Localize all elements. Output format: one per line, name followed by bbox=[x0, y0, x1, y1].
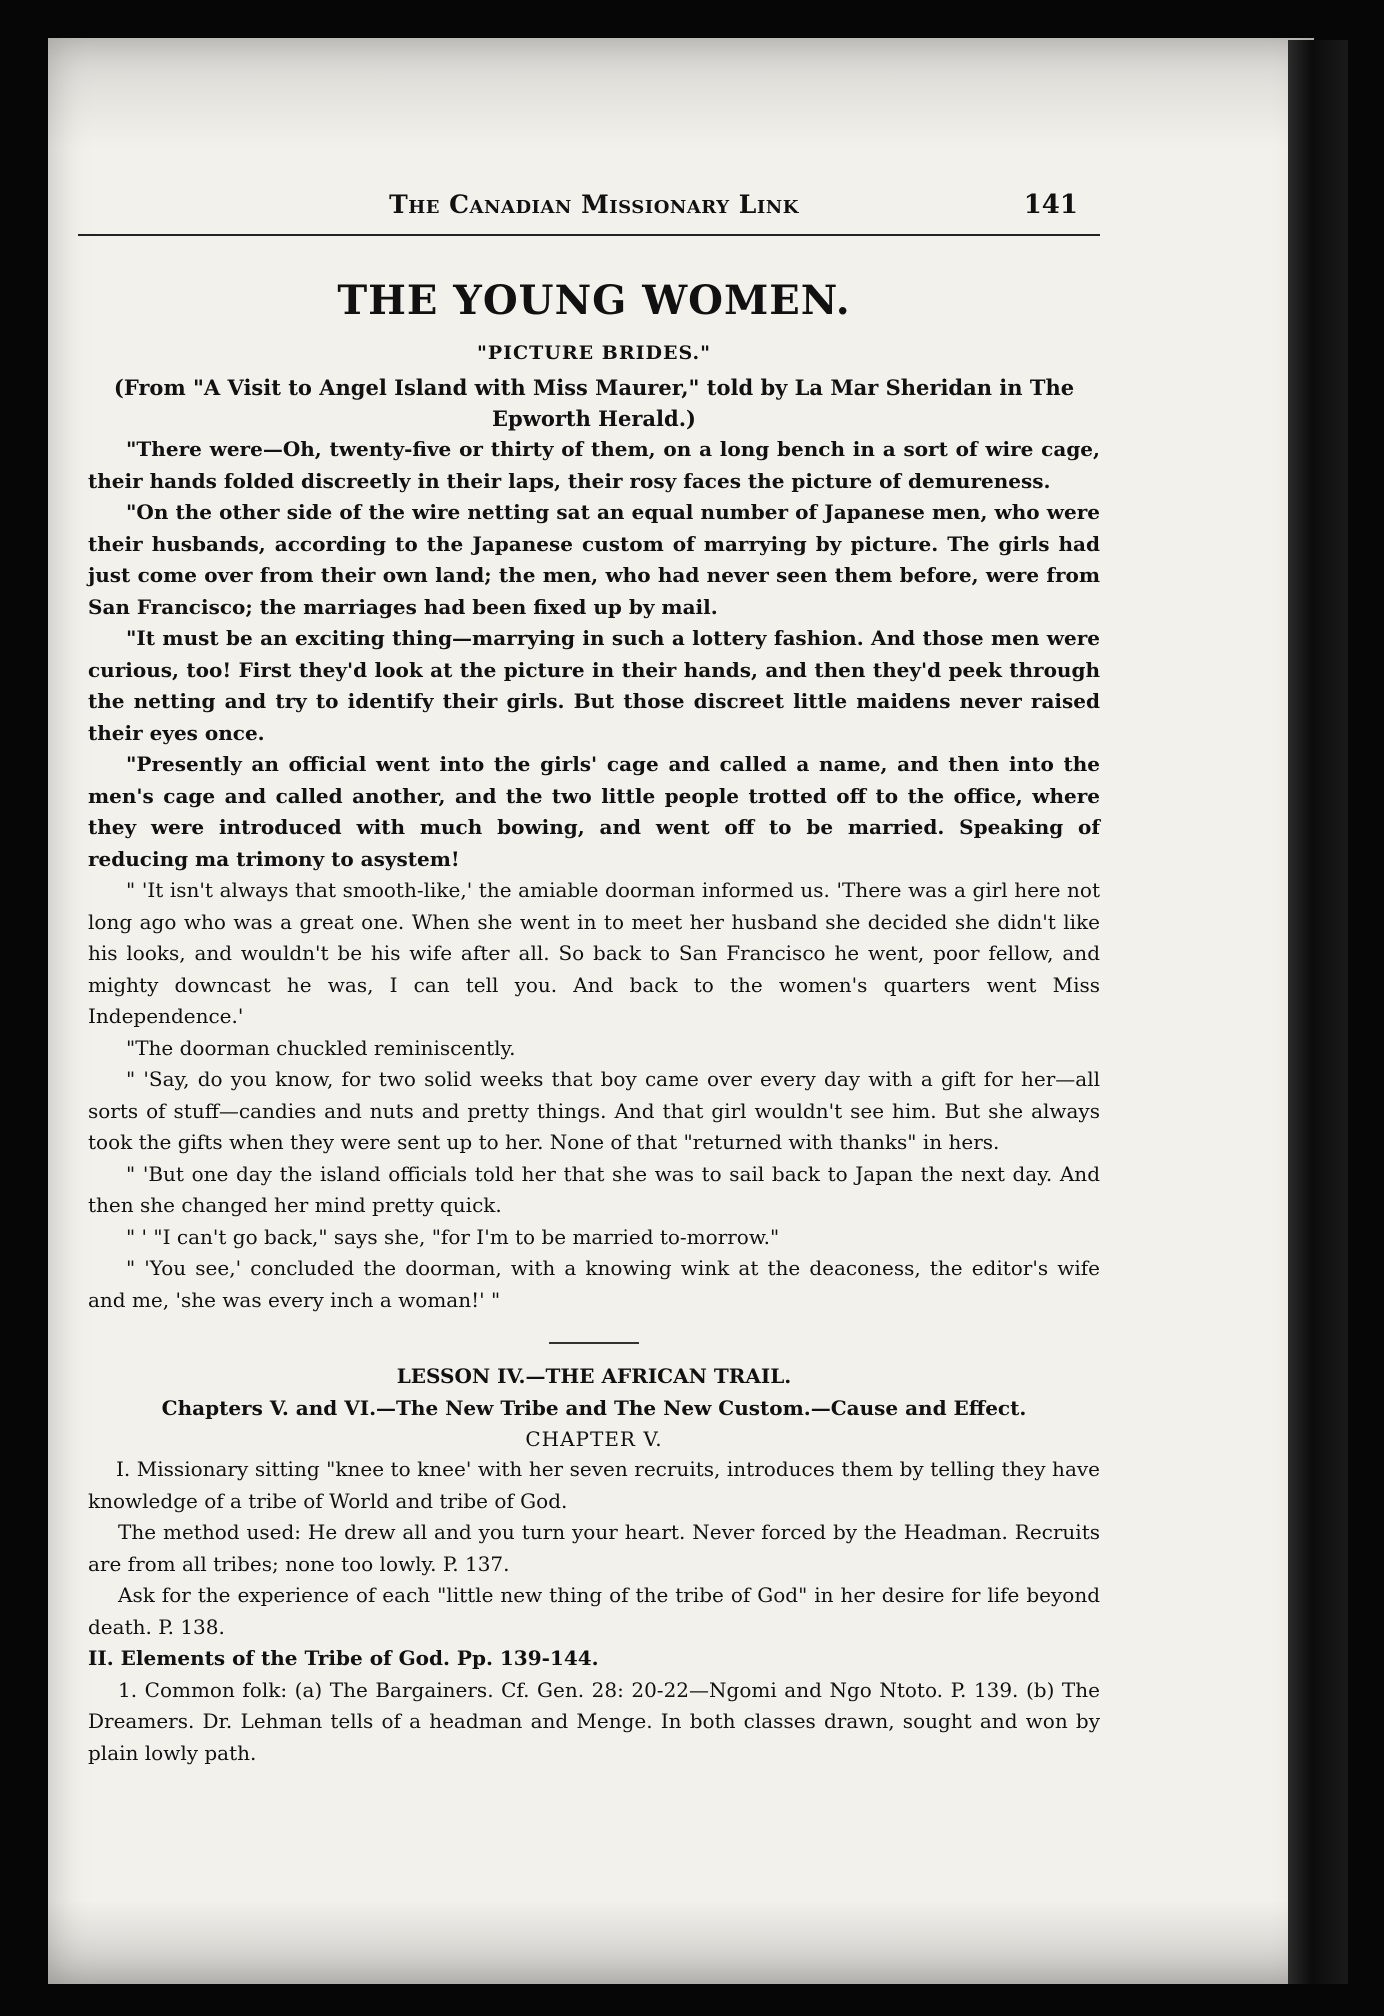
article-subtitle: "PICTURE BRIDES." bbox=[476, 342, 712, 364]
article-paragraph: "Presently an official went into the girls' cage and called a name, and then into the men's cage and called another, and the two little people trotted off to the office, where they were introduced with much bowing, and went off to be married. Speaking of reducing ma trimony to asystem! bbox=[88, 752, 1100, 871]
running-title: The Canadian Missionary Link bbox=[389, 190, 799, 219]
lesson-item: I. Missionary sitting "knee to knee' with her seven recruits, introduces them by telling they have knowledge of a tribe of World and tribe of God. bbox=[88, 1457, 1100, 1513]
article-paragraph: "It must be an exciting thing—marrying in such a lottery fashion. And those men were curious, too! First they'd look at the picture in their hands, and then they'd peek through the netting and try to identify their girls. But those discreet little maidens never raised their eyes once. bbox=[88, 626, 1100, 745]
page-top-shadow bbox=[48, 38, 1314, 148]
book-spine-edge bbox=[1288, 40, 1348, 1984]
lesson-item: Ask for the experience of each "little new thing of the tribe of God" in her desire for life beyond death. P. 138. bbox=[88, 1583, 1100, 1639]
lesson-item: 1. Common folk: (a) The Bargainers. Cf. Gen. 28: 20-22—Ngomi and Ngo Ntoto. P. 139. (b) The Dreamers. Dr. Lehman tells of a headman and Menge. In both classes drawn, sought and won by plain lowly path. bbox=[88, 1677, 1100, 1765]
chapter-label: CHAPTER V. bbox=[525, 1427, 663, 1451]
page-content bbox=[88, 190, 1100, 1769]
article-paragraph: " ' "I can't go back," says she, "for I'm to be married to-morrow." bbox=[126, 1224, 780, 1249]
lesson-item: II. Elements of the Tribe of God. Pp. 139-144. bbox=[88, 1646, 599, 1670]
article-source: (From "A Visit to Angel Island with Miss Maurer," told by La Mar Sheridan in The Epworth Herald.) bbox=[113, 375, 1075, 431]
page-bottom-shadow bbox=[48, 1900, 1314, 1984]
running-header bbox=[88, 190, 1100, 236]
article-paragraph: " 'You see,' concluded the doorman, with a knowing wink at the deaconess, the editor's wife and me, 'she was every inch a woman!' " bbox=[88, 1256, 1100, 1312]
header-rule bbox=[78, 234, 1100, 236]
page-number: 141 bbox=[1023, 190, 1078, 220]
article-paragraph: "The doorman chuckled reminiscently. bbox=[126, 1035, 516, 1060]
article-paragraph: "On the other side of the wire netting sat an equal number of Japanese men, who were their husbands, according to the Japanese custom of marrying by picture. The girls had just come over from their own land; the men, who had never seen them before, were from San Francisco; the marriages had been fixed up by mail. bbox=[88, 500, 1100, 619]
article-paragraph: " 'It isn't always that smooth-like,' the amiable doorman informed us. 'There was a girl here not long ago who was a great one. When she went in to meet her husband she decided she didn't like his looks, and wouldn't be his wife after all. So back to San Francisco he went, poor fellow, and mighty downcast he was, I can tell you. And back to the women's quarters went Miss Independence.' bbox=[88, 878, 1100, 1028]
lesson-chapters: Chapters V. and VI.—The New Tribe and The New Custom.—Cause and Effect. bbox=[161, 1396, 1027, 1420]
article-paragraph: " 'Say, do you know, for two solid weeks that boy came over every day with a gift for her—all sorts of stuff—candies and nuts and pretty things. And that girl wouldn't see him. But she always took the gifts when they were sent up to her. None of that "returned with thanks" in hers. bbox=[88, 1067, 1100, 1154]
lesson-title: LESSON IV.—THE AFRICAN TRAIL. bbox=[396, 1364, 792, 1388]
section-divider bbox=[549, 1342, 639, 1344]
section-title: THE YOUNG WOMEN. bbox=[337, 277, 851, 324]
lesson-item: The method used: He drew all and you turn your heart. Never forced by the Headman. Recruits are from all tribes; none too lowly. P. 137. bbox=[88, 1520, 1100, 1576]
article-paragraph: " 'But one day the island officials told her that she was to sail back to Japan the next day. And then she changed her mind pretty quick. bbox=[88, 1161, 1100, 1217]
article-paragraph: "There were—Oh, twenty-five or thirty of them, on a long bench in a sort of wire cage, their hands folded discreetly in their laps, their rosy faces the picture of demureness. bbox=[88, 437, 1100, 493]
